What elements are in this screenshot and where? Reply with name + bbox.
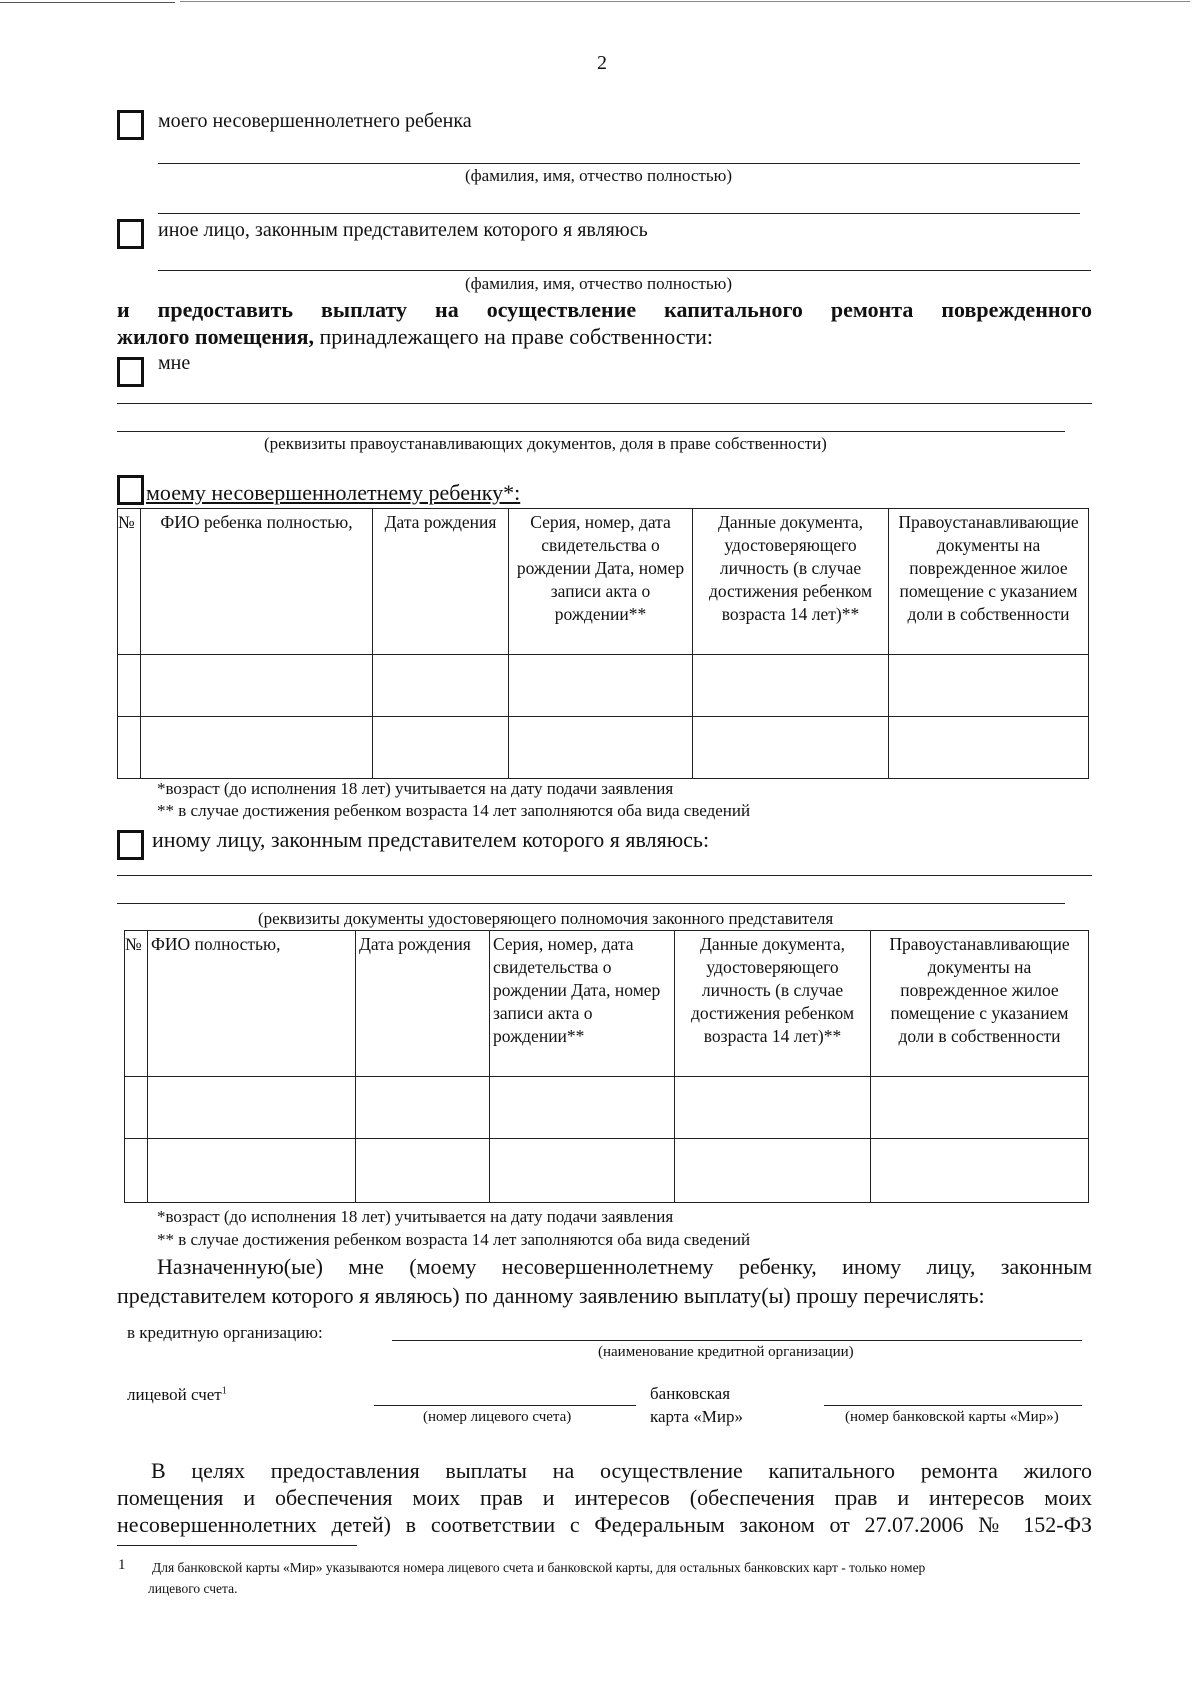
col-id-doc: Данные документа, удостоверяющего личность (в случае достижения ребенком возраста 14 лет)** xyxy=(675,931,871,1077)
me-docs-line-1[interactable] xyxy=(117,403,1092,404)
footnote-line-2: лицевого счета. xyxy=(148,1581,238,1596)
account-number-caption: (номер лицевого счета) xyxy=(423,1409,572,1425)
col-birth-cert: Серия, номер, дата свидетельства о рождении Дата, номер записи акта о рождении** xyxy=(509,509,693,655)
table-cell[interactable] xyxy=(889,655,1089,717)
scan-edge xyxy=(180,1,1190,2)
note-14: ** в случае достижения ребенком возраста 14 лет заполняются оба вида сведений xyxy=(157,1230,751,1249)
me-docs-caption: (реквизиты правоустанавливающих документов, доля в праве собственности) xyxy=(264,434,827,453)
col-id-doc: Данные документа, удостоверяющего личность (в случае достижения ребенком возраста 14 лет)** xyxy=(693,509,889,655)
footnote-separator xyxy=(117,1545,357,1546)
checkbox-other[interactable] xyxy=(117,219,144,249)
table-row[interactable] xyxy=(118,717,1089,779)
transfer-line-1: Назначенную(ые) мне (моему несовершеннолетнему ребенку, иному лицу, законным xyxy=(157,1254,1092,1279)
me-docs-line-2[interactable] xyxy=(117,431,1065,432)
table-cell[interactable] xyxy=(125,1139,148,1203)
col-number: № xyxy=(125,931,148,1077)
scan-edge xyxy=(0,2,175,3)
col-birthdate: Дата рождения xyxy=(373,509,509,655)
provide-line-1: и предоставить выплату на осуществление капитального ремонта поврежденного xyxy=(117,297,1092,322)
page-number: 2 xyxy=(597,52,607,74)
other-docs-line-2[interactable] xyxy=(117,903,1065,904)
table-cell[interactable] xyxy=(871,1139,1089,1203)
purpose-line-2: помещения и обеспечения моих прав и интересов (обеспечения прав и интересов моих xyxy=(117,1485,1092,1510)
table-cell[interactable] xyxy=(490,1139,675,1203)
table-cell[interactable] xyxy=(509,717,693,779)
other-name-line[interactable] xyxy=(158,270,1091,271)
note-age: *возраст (до исполнения 18 лет) учитывается на дату подачи заявления xyxy=(157,1207,674,1226)
child-name-line[interactable] xyxy=(158,163,1080,164)
other-persons-table xyxy=(124,930,1089,1203)
card-label-1: банковская xyxy=(650,1384,731,1403)
separator-line xyxy=(158,213,1080,214)
checkbox-child[interactable] xyxy=(117,110,144,140)
table-cell[interactable] xyxy=(118,717,141,779)
provide-bold: жилого помещения, xyxy=(117,324,315,349)
other-name-caption: (фамилия, имя, отчество полностью) xyxy=(465,274,732,293)
col-birth-cert: Серия, номер, дата свидетельства о рождении Дата, номер записи акта о рождении** xyxy=(490,931,675,1077)
col-fio: ФИО ребенка полностью, xyxy=(141,509,373,655)
col-ownership-docs: Правоустанавливающие документы на поврежденное жилое помещение с указанием доли в собственности xyxy=(889,509,1089,655)
card-number-line[interactable] xyxy=(824,1405,1082,1406)
checkbox-other-own[interactable] xyxy=(117,830,144,860)
col-fio: ФИО полностью, xyxy=(148,931,356,1077)
table-cell[interactable] xyxy=(490,1077,675,1139)
table-header-row xyxy=(125,931,1089,1077)
account-footnote-ref: 1 xyxy=(221,1385,227,1397)
footnote-number: 1 xyxy=(118,1557,126,1573)
account-label xyxy=(127,1385,227,1405)
checkbox-me[interactable] xyxy=(117,357,144,387)
table-cell[interactable] xyxy=(118,655,141,717)
col-number: № xyxy=(118,509,141,655)
col-birthdate: Дата рождения xyxy=(356,931,490,1077)
table-row[interactable] xyxy=(118,655,1089,717)
table-cell[interactable] xyxy=(693,717,889,779)
table-row[interactable] xyxy=(125,1077,1089,1139)
table-cell[interactable] xyxy=(675,1139,871,1203)
account-label-text: лицевой счет xyxy=(127,1385,222,1404)
card-number-caption: (номер банковской карты «Мир») xyxy=(845,1409,1059,1425)
table-cell[interactable] xyxy=(675,1077,871,1139)
table-cell[interactable] xyxy=(125,1077,148,1139)
footnote-line-1: Для банковской карты «Мир» указываются номера лицевого счета и банковской карты, для остальных банковских карт - только номер xyxy=(152,1560,926,1575)
table-cell[interactable] xyxy=(356,1139,490,1203)
other-own-label: иному лицу, законным представителем которого я являюсь: xyxy=(152,827,710,852)
card-label-2: карта «Мир» xyxy=(650,1407,743,1426)
purpose-line-1: В целях предоставления выплаты на осуществление капитального ремонта жилого xyxy=(151,1458,1092,1483)
child-name-caption: (фамилия, имя, отчество полностью) xyxy=(465,166,732,185)
note-14: ** в случае достижения ребенком возраста 14 лет заполняются оба вида сведений xyxy=(157,801,751,820)
table-cell[interactable] xyxy=(509,655,693,717)
table-cell[interactable] xyxy=(693,655,889,717)
child-own-label: моему несовершеннолетнему ребенку*: xyxy=(146,480,521,505)
note-age: *возраст (до исполнения 18 лет) учитывается на дату подачи заявления xyxy=(157,779,674,798)
provide-normal: принадлежащего на праве собственности: xyxy=(314,324,714,349)
other-docs-caption: (реквизиты документы удостоверяющего полномочия законного представителя xyxy=(258,909,834,928)
checkbox-child-own[interactable] xyxy=(117,475,144,505)
table-cell[interactable] xyxy=(356,1077,490,1139)
other-docs-line-1[interactable] xyxy=(117,875,1092,876)
table-cell[interactable] xyxy=(148,1077,356,1139)
table-header-row xyxy=(118,509,1089,655)
bank-label: в кредитную организацию: xyxy=(127,1323,323,1342)
table-cell[interactable] xyxy=(141,717,373,779)
children-table xyxy=(117,508,1089,779)
col-ownership-docs: Правоустанавливающие документы на поврежденное жилое помещение с указанием доли в собственности xyxy=(871,931,1089,1077)
table-cell[interactable] xyxy=(373,655,509,717)
bank-name-line[interactable] xyxy=(392,1340,1082,1341)
table-cell[interactable] xyxy=(148,1139,356,1203)
me-label: мне xyxy=(158,352,191,374)
table-row[interactable] xyxy=(125,1139,1089,1203)
other-label: иное лицо, законным представителем которого я являюсь xyxy=(158,219,648,241)
account-number-line[interactable] xyxy=(374,1405,636,1406)
transfer-line-2: представителем которого я являюсь) по данному заявлению выплату(ы) прошу перечислять: xyxy=(117,1283,985,1308)
bank-name-caption: (наименование кредитной организации) xyxy=(598,1344,854,1360)
table-cell[interactable] xyxy=(871,1077,1089,1139)
table-cell[interactable] xyxy=(889,717,1089,779)
purpose-line-3: несовершеннолетних детей) в соответствии с Федеральным законом от 27.07.2006 № 152-ФЗ xyxy=(117,1512,1092,1537)
table-cell[interactable] xyxy=(373,717,509,779)
table-cell[interactable] xyxy=(141,655,373,717)
child-label: моего несовершеннолетнего ребенка xyxy=(158,110,472,132)
provide-line-2 xyxy=(117,324,713,350)
